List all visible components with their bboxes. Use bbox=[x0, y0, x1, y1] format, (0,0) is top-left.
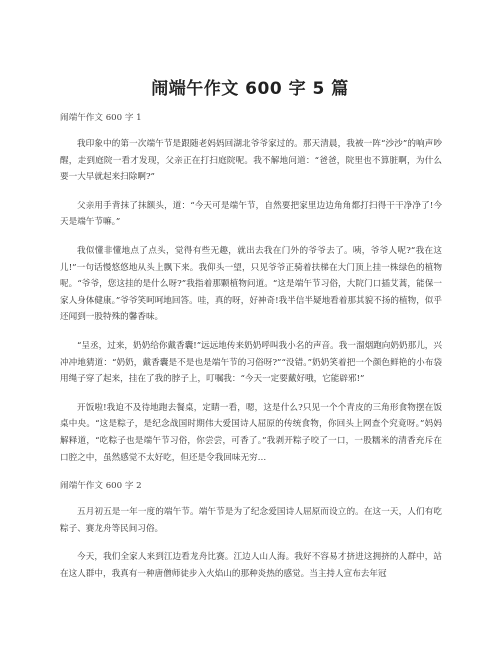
paragraph: 今天，我们全家人来到江边看龙舟比赛。江边人山人海。我好不容易才挤进这拥挤的人群中，站在这人群中，我真有一种唐僧师徒步入火焰山的那种炎热的感觉。当主持人宣布去年冠 bbox=[60, 552, 442, 579]
section-heading: 闹端午作文 600 字 2 bbox=[60, 481, 142, 492]
section-2 bbox=[60, 478, 442, 582]
paragraph: 开饭啦!我迫不及待地跑去餐桌，定睛一看，嗯，这是什么?只见一个个青皮的三角形食物摆在饭桌中央。“这是粽子，是纪念战国时期伟大爱国诗人屈原的传统食物，你回头上网查个究竟呀。”妈妈解释道，“吃粽子也是端午节习俗，你尝尝，可香了。”我剥开粽子咬了一口，一股糯米的清香充斥在口腔之中，虽然感觉不太好吃，但还是令我回味无穷… bbox=[60, 402, 442, 463]
section-1 bbox=[60, 110, 442, 466]
document-title: 闹端午作文 600 字 5 篇 bbox=[151, 79, 349, 99]
paragraph: 五月初五是一年一度的端午节。端午节是为了纪念爱国诗人屈原而设立的。在这一天，人们有吃粽子、赛龙舟等民间习俗。 bbox=[60, 507, 442, 534]
paragraph: 我似懂非懂地点了点头，觉得有些无趣，就出去我在门外的爷爷去了。咦，爷爷人呢?“我在这儿!”一句话慢悠悠地从头上飘下来。我仰头一望，只见爷爷正骑着扶梯在大门顶上挂一株绿色的植物呢。“爷爷，您这挂的是什么呀?”我指着那颗植物问道。“这是端午节习俗，大院门口插艾蒿，能保一家人身体健康。”爷爷笑呵呵地回答。哇，真的呀，好神奇!我半信半疑地看着那其貌不扬的植物，似乎还闻到一股特殊的馨香味。 bbox=[60, 245, 442, 323]
section-heading: 闹端午作文 600 字 1 bbox=[60, 113, 142, 123]
paragraph: 我印象中的第一次端午节是跟随老妈妈回湖北爷爷家过的。那天清晨，我被一阵“沙沙”的响声吵醒，走到庭院一看才发现，父亲正在打扫庭院呢。我不解地问道：“爸爸，院里也不算脏啊，为什么要一大早就起来扫除啊?” bbox=[60, 139, 442, 183]
paragraph: “呈丞，过来，奶奶给你戴香囊!”远远地传来奶奶呼叫我小名的声音。我一溜烟跑向奶奶那儿，兴冲冲地猜道：“奶奶，戴香囊是不是也是端午节的习俗呀?”“没错。”奶奶笑着把一个颜色鲜艳的小布袋用绳子穿了起来，挂在了我的脖子上，叮嘱我：“今天一定要戴好哦，它能辟邪!” bbox=[60, 340, 442, 385]
paragraph: 父亲用手背抹了抹额头，道：“今天可是端午节，自然要把家里边边角角都打扫得干干净净了!今天是端午节嘛。” bbox=[60, 200, 442, 228]
document-body bbox=[60, 110, 442, 594]
